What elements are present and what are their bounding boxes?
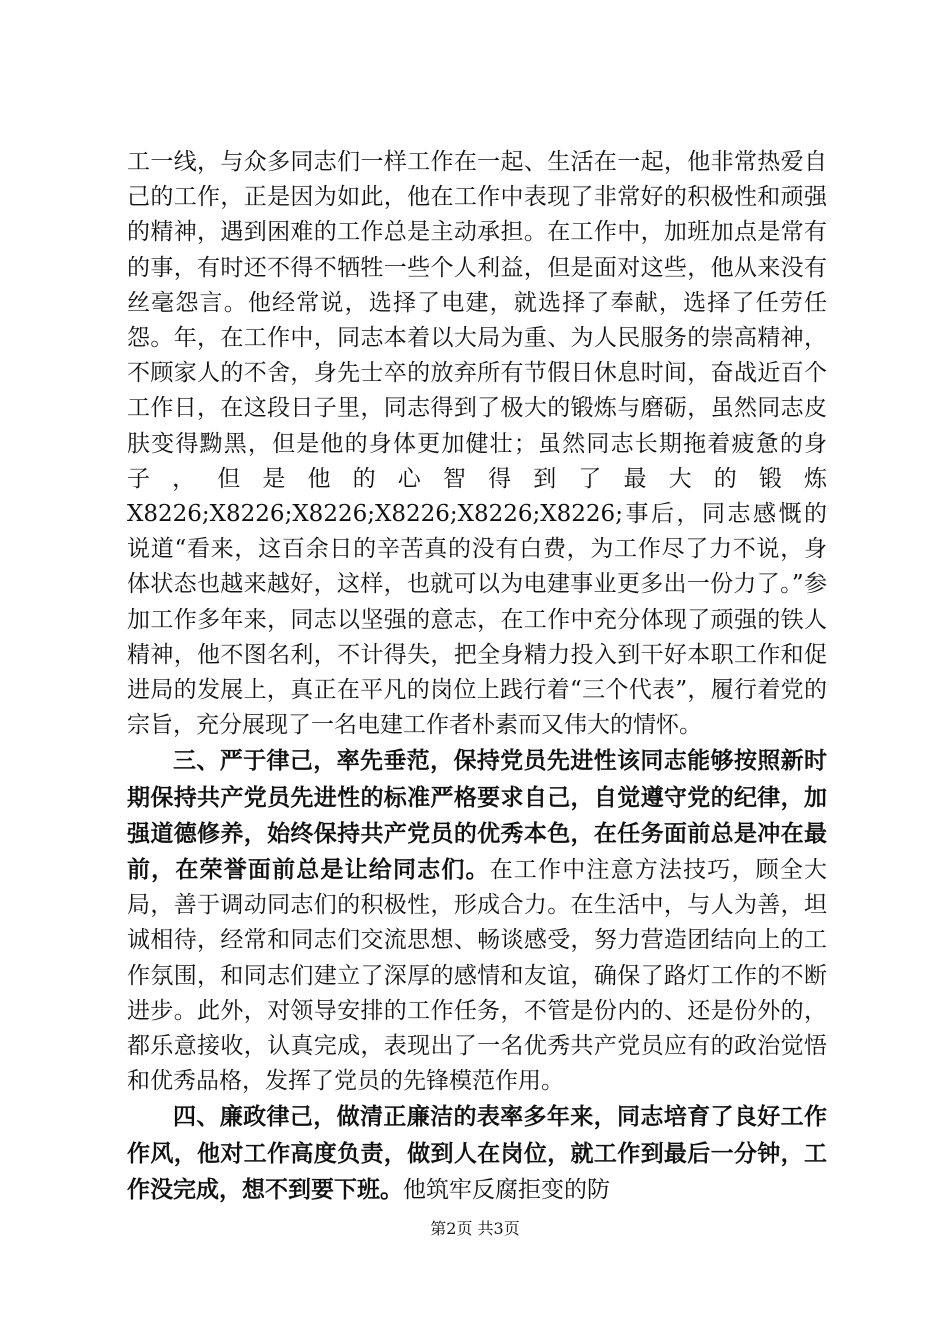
- paragraph-continuation: 工一线，与众多同志们一样工作在一起、生活在一起，他非常热爱自己的工作，正是因为如此，他在工作中表现了非常好的积极性和顽强的精神，遇到困难的工作总是主动承担。在工作中，加班加点是常有的事，有时还不得不牺牲一些个人利益，但是面对这些，他从来没有丝毫怨言。他经常说，选择了电建，就选择了奉献，选择了任劳任怨。年，在工作中，同志本着以大局为重、为人民服务的崇高精神，不顾家人的不舍，身先士卒的放弃所有节假日休息时间，奋战近百个工作日，在这段日子里，同志得到了极大的锻炼与磨砺，虽然同志皮肤变得黝黑，但是他的身体更加健壮；虽然同志长期拖着疲惫的身子，但是他的心智得到了最大的锻炼X8226;X8226;X8226;X8226;X8226;X8226;事后，同志感慨的说道“看来，这百余日的辛苦真的没有白费，为工作尽了力不说，身体状态也越来越好，这样，也就可以为电建事业更多出一份力了。”参加工作多年来，同志以坚强的意志，在工作中充分体现了顽强的铁人精神，他不图名利，不计得失，把全身精力投入到干好本职工作和促进局的发展上，真正在平凡的岗位上践行着“三个代表”，履行着党的宗旨，充分展现了一名电建工作者朴素而又伟大的情怀。: [127, 149, 827, 739]
- section-three-lead: 三、严于律己，率先垂范，保持党员先进性该同志能够按照新时期保持共产党员先进性的标准严格要求自己，自觉遵守党的纪律，加强道德修养，始终保持共产党员的优秀本色，在任务面前总是冲在最前，在荣誉面前总是让给同志们。: [127, 747, 827, 884]
- paragraph-section-four: [127, 1099, 827, 1208]
- section-three-body: 在工作中注意方法技巧，顾全大局，善于调动同志们的积极性，形成合力。在生活中，与人为善，坦诚相待，经常和同志们交流思想、畅谈感受，努力营造团结向上的工作氛围，和同志们建立了深厚的感情和友谊，确保了路灯工作的不断进步。此外，对领导安排的工作任务，不管是份内的、还是份外的，都乐意接收，认真完成，表现出了一名优秀共产党员应有的政治觉悟和优秀品格，发挥了党员的先锋模范作用。: [127, 857, 828, 1095]
- paragraph-section-three: [127, 743, 827, 1099]
- document-body: [127, 145, 827, 1208]
- page-footer: [0, 1216, 950, 1239]
- section-four-lead: 四、廉政律己，做清正廉洁的表率多年来，同志培育了良好工作作风，他对工作高度负责，做到人在岗位，就工作到最后一分钟，工作没完成，想不到要下班。: [127, 1103, 827, 1203]
- section-four-body: 他筑牢反腐拒变的防: [403, 1176, 610, 1203]
- page-number: 第2页 共3页: [430, 1219, 520, 1238]
